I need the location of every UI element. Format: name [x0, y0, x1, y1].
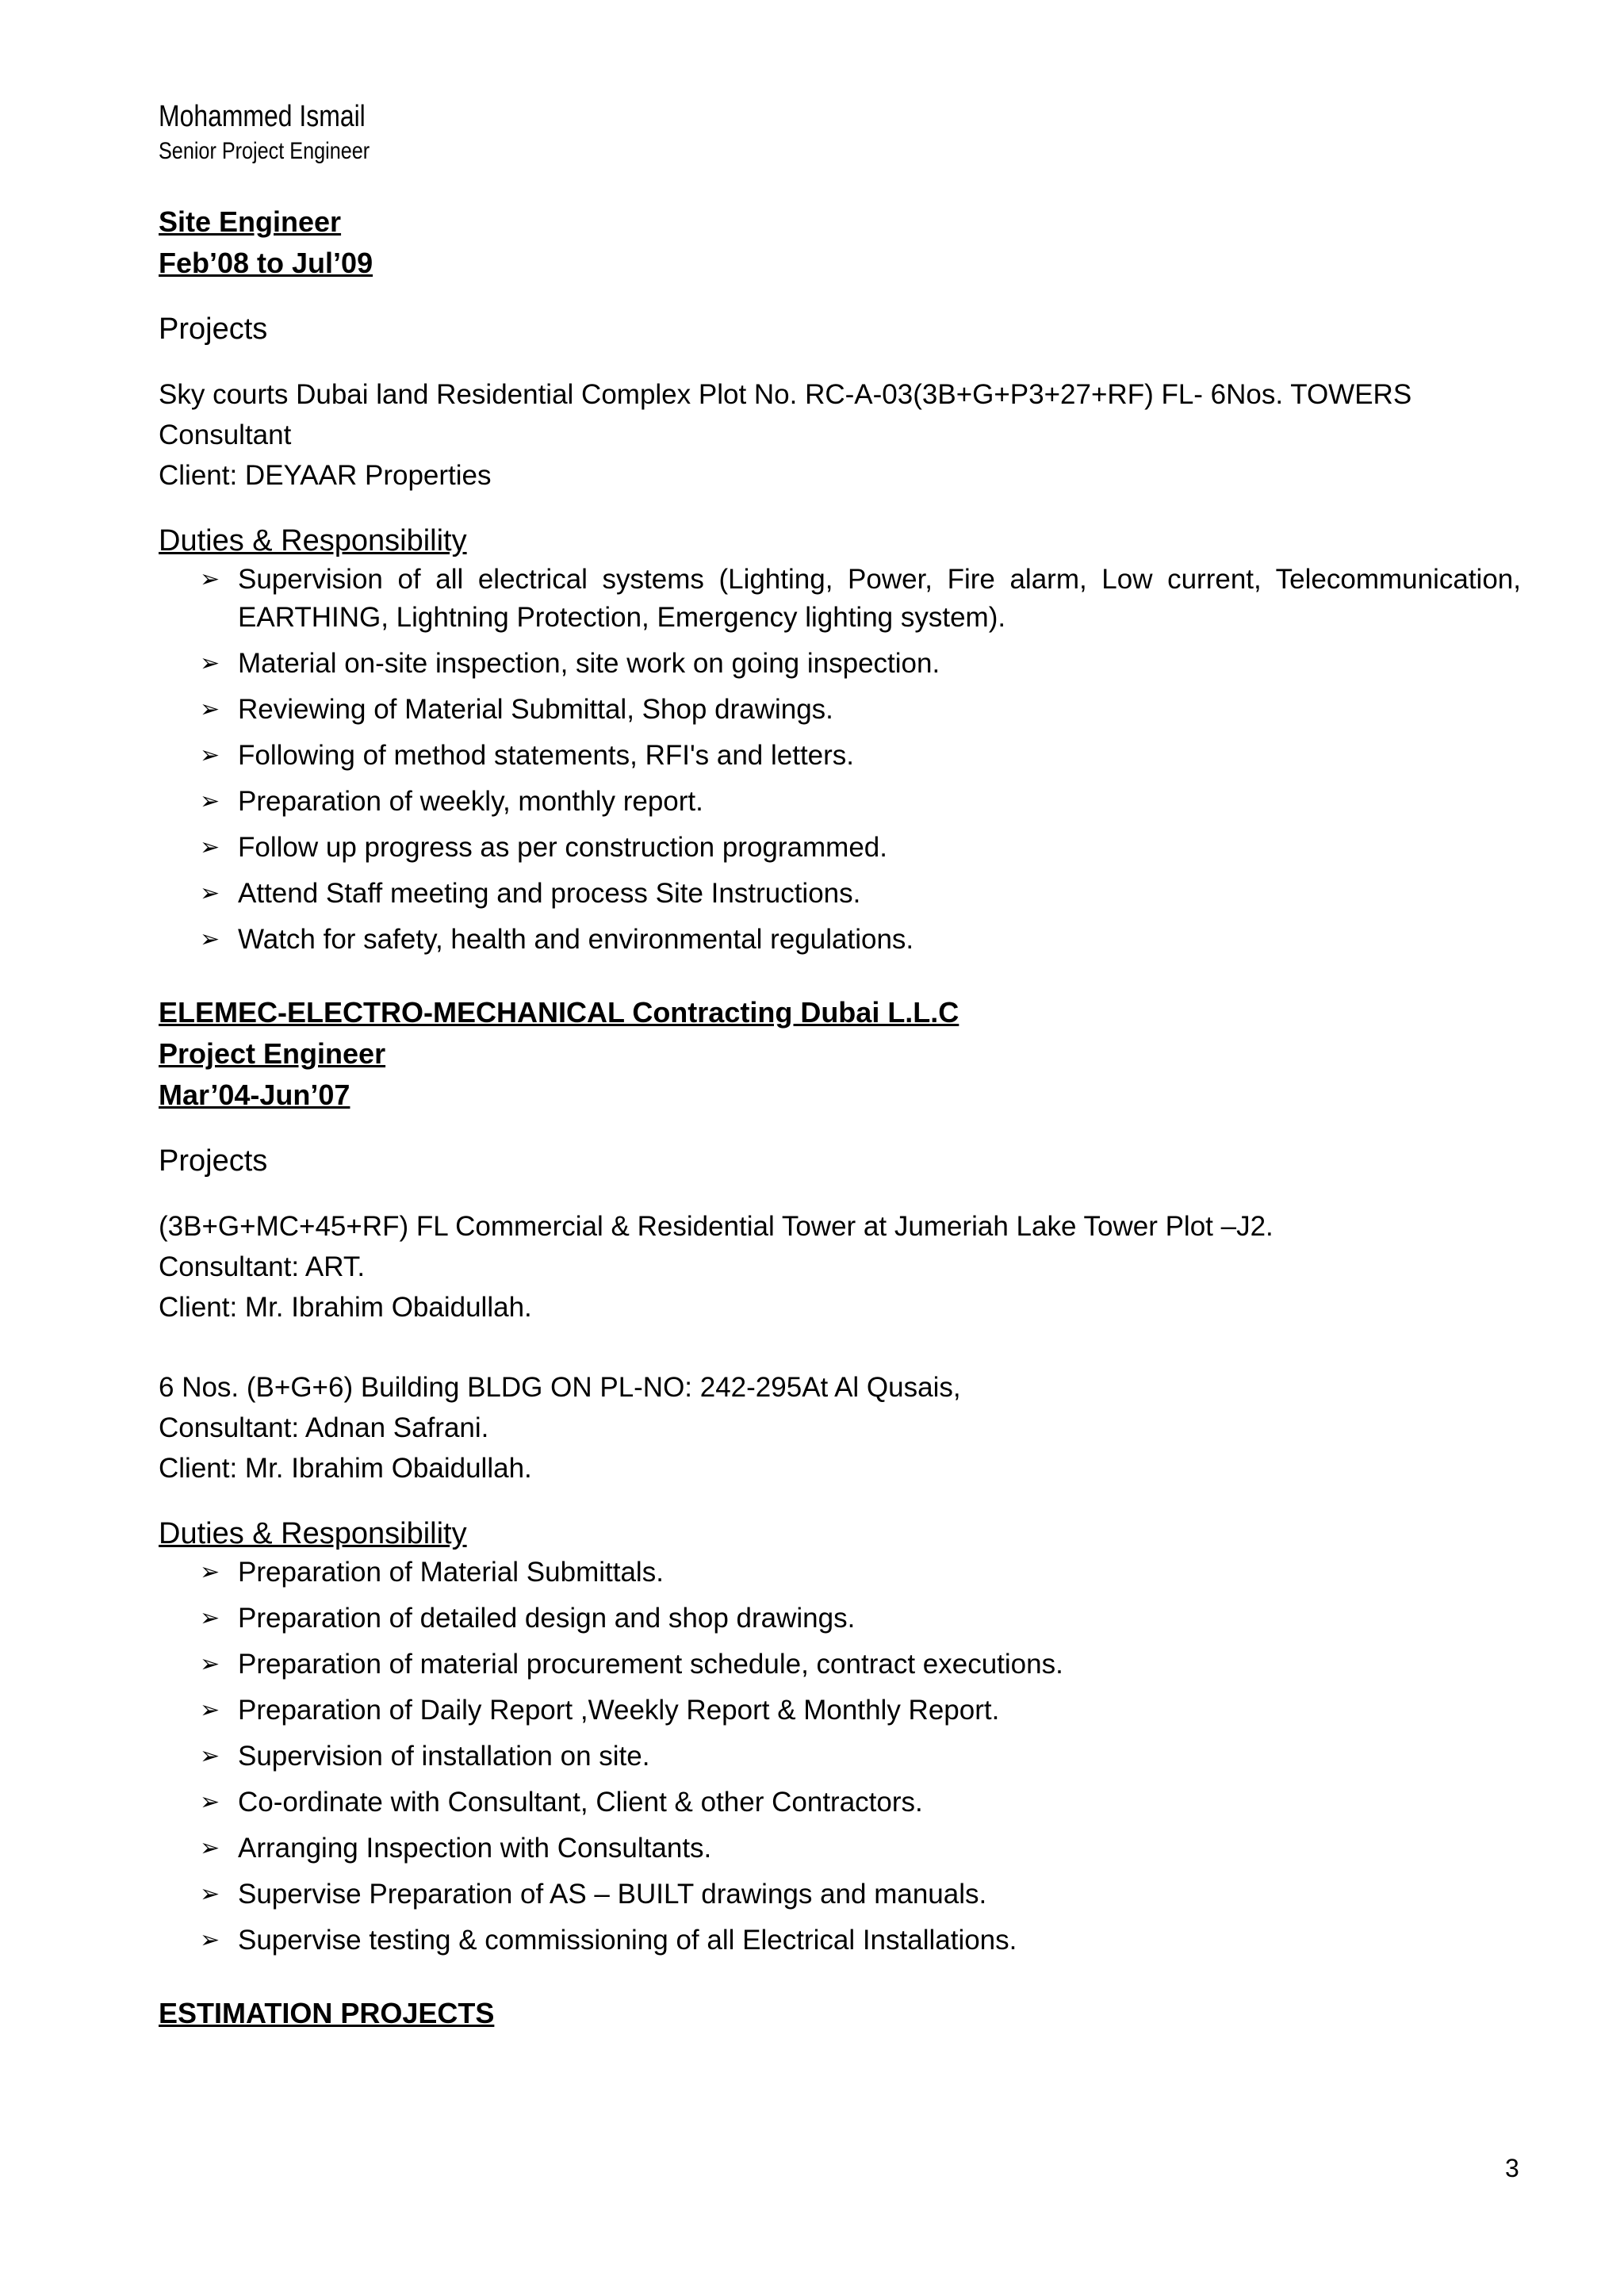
arrowhead-bullet-icon: ➢: [200, 696, 220, 722]
role1-projects-heading: Projects: [159, 312, 268, 346]
role1-project-1: [159, 374, 1521, 496]
arrowhead-bullet-icon: ➢: [200, 1835, 220, 1861]
role1-duties-list: [159, 561, 1521, 959]
role2-project-1: [159, 1206, 1521, 1328]
list-item: ➢ Following of method statements, RFI's and letters.: [159, 737, 1521, 775]
role2-duties-list: [159, 1554, 1521, 1960]
project-client: Client: Mr. Ibrahim Obaidullah.: [159, 1292, 532, 1323]
role1-period: Feb’08 to Jul’09: [159, 247, 373, 279]
project-consultant: Consultant: ART.: [159, 1251, 366, 1282]
list-item: ➢ Follow up progress as per construction programmed.: [159, 829, 1521, 867]
header-title: Senior Project Engineer: [159, 138, 370, 164]
project-description: 6 Nos. (B+G+6) Building BLDG ON PL-NO: 242-295At Al Qusais,: [159, 1372, 961, 1403]
list-item: ➢ Preparation of detailed design and shop drawings.: [159, 1600, 1521, 1638]
list-item: ➢ Preparation of Daily Report ,Weekly Report & Monthly Report.: [159, 1692, 1521, 1730]
project-client: Client: Mr. Ibrahim Obaidullah.: [159, 1453, 532, 1484]
arrowhead-bullet-icon: ➢: [200, 834, 220, 860]
list-item: ➢ Preparation of weekly, monthly report.: [159, 783, 1521, 821]
role2-period: Mar’04-Jun’07: [159, 1079, 350, 1111]
role2-projects-heading: Projects: [159, 1144, 268, 1178]
role1-duties-heading: Duties & Responsibility: [159, 524, 467, 557]
role2-project-2: [159, 1367, 1521, 1488]
list-item: ➢ Supervise testing & commissioning of all Electrical Installations.: [159, 1921, 1521, 1960]
list-item: ➢ Arranging Inspection with Consultants.: [159, 1829, 1521, 1868]
page-content: [159, 201, 1521, 2034]
arrowhead-bullet-icon: ➢: [200, 1559, 220, 1585]
role1-title: Site Engineer: [159, 205, 342, 238]
estimation-heading: ESTIMATION PROJECTS: [159, 1997, 495, 2029]
arrowhead-bullet-icon: ➢: [200, 880, 220, 906]
project-client: Client: DEYAAR Properties: [159, 460, 492, 491]
page-number: 3: [1505, 2154, 1519, 2182]
arrowhead-bullet-icon: ➢: [200, 1697, 220, 1723]
list-item: ➢ Preparation of material procurement schedule, contract executions.: [159, 1646, 1521, 1684]
list-item: ➢ Supervision of all electrical systems (Lighting, Power, Fire alarm, Low current, Telecommunication, EARTHING, Lightning Protection, Emergency lighting system).: [159, 561, 1521, 637]
arrowhead-bullet-icon: ➢: [200, 1605, 220, 1631]
list-item: ➢ Material on-site inspection, site work on going inspection.: [159, 645, 1521, 683]
arrowhead-bullet-icon: ➢: [200, 1789, 220, 1815]
list-item: ➢ Supervise Preparation of AS – BUILT drawings and manuals.: [159, 1875, 1521, 1914]
role2-title: Project Engineer: [159, 1037, 386, 1070]
role2-company: ELEMEC-ELECTRO-MECHANICAL Contracting Dubai L.L.C: [159, 996, 959, 1029]
arrowhead-bullet-icon: ➢: [200, 1743, 220, 1769]
arrowhead-bullet-icon: ➢: [200, 788, 220, 814]
arrowhead-bullet-icon: ➢: [200, 926, 220, 952]
list-item: ➢ Preparation of Material Submittals.: [159, 1554, 1521, 1592]
arrowhead-bullet-icon: ➢: [200, 1651, 220, 1677]
arrowhead-bullet-icon: ➢: [200, 742, 220, 768]
arrowhead-bullet-icon: ➢: [200, 650, 220, 676]
role2-duties-heading: Duties & Responsibility: [159, 1517, 467, 1550]
list-item: ➢ Co-ordinate with Consultant, Client & other Contractors.: [159, 1784, 1521, 1822]
project-description: (3B+G+MC+45+RF) FL Commercial & Residential Tower at Jumeriah Lake Tower Plot –J2.: [159, 1211, 1274, 1242]
arrowhead-bullet-icon: ➢: [200, 1927, 220, 1953]
project-consultant: Consultant: Adnan Safrani.: [159, 1412, 489, 1443]
list-item: ➢ Supervision of installation on site.: [159, 1738, 1521, 1776]
arrowhead-bullet-icon: ➢: [200, 566, 220, 592]
list-item: ➢ Reviewing of Material Submittal, Shop drawings.: [159, 691, 1521, 729]
list-item: ➢ Attend Staff meeting and process Site Instructions.: [159, 875, 1521, 913]
project-description: Sky courts Dubai land Residential Complex Plot No. RC-A-03(3B+G+P3+27+RF) FL- 6Nos. TOWERS: [159, 379, 1412, 410]
project-consultant: Consultant: [159, 420, 292, 450]
header-name: Mohammed Ismail: [159, 100, 366, 133]
list-item: ➢ Watch for safety, health and environmental regulations.: [159, 921, 1521, 959]
arrowhead-bullet-icon: ➢: [200, 1881, 220, 1907]
